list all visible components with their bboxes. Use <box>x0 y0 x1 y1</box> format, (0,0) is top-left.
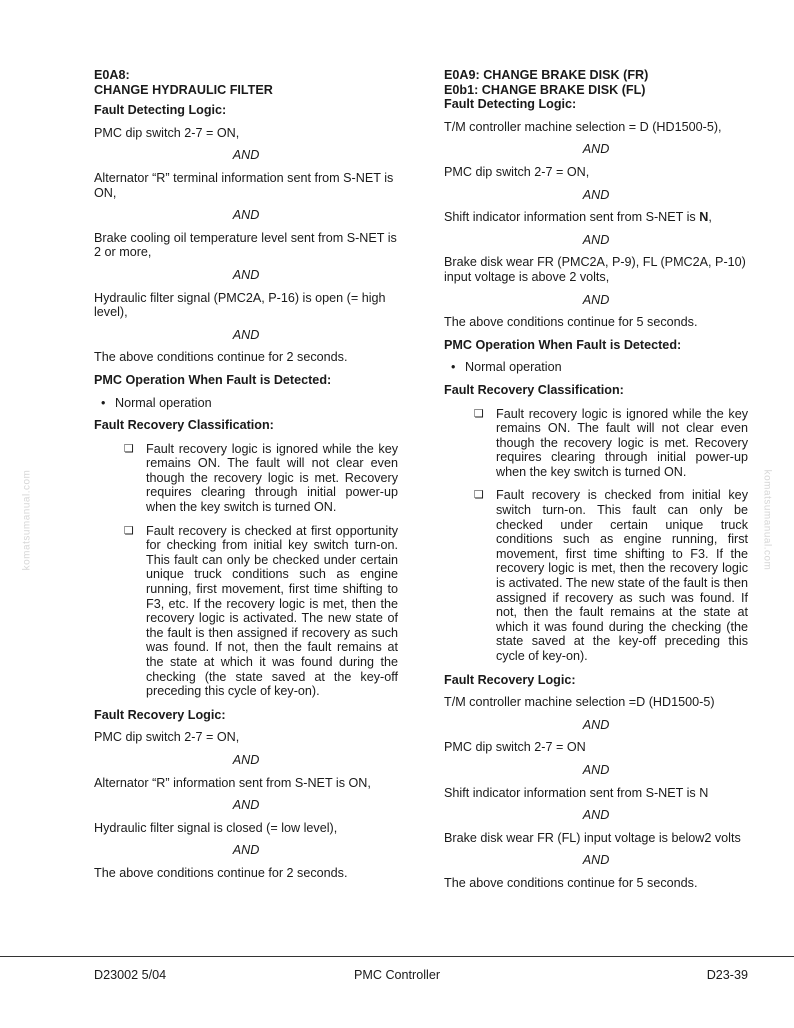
classification-heading: Fault Recovery Classification: <box>94 418 274 433</box>
fault-code: E0A8: <box>94 68 130 82</box>
recovery-condition: Hydraulic filter signal is closed (= low level), <box>94 820 338 835</box>
recovery-heading: Fault Recovery Logic: <box>444 672 576 687</box>
bullet-icon: • <box>451 360 456 375</box>
detect-condition: PMC dip switch 2-7 = ON, <box>94 125 240 140</box>
detect-heading: Fault Detecting Logic: <box>444 97 577 112</box>
and-connector: AND <box>232 267 260 282</box>
footer-divider <box>0 956 794 957</box>
footer-document-id: D23002 5/04 <box>94 968 167 982</box>
classification-item <box>124 442 398 515</box>
watermark-left: komatsumanual.com <box>21 469 33 571</box>
gear-value: N <box>699 210 709 225</box>
and-connector: AND <box>232 148 260 163</box>
classification-heading: Fault Recovery Classification: <box>444 382 624 397</box>
right-column <box>444 68 748 891</box>
operation-heading: PMC Operation When Fault is Detected: <box>94 372 332 387</box>
operation-text: Normal operation <box>115 395 212 410</box>
classification-text: Fault recovery is checked from initial key switch turn-on. This fault can only be checked under certain unique truck conditions such as engine running, first movement, first time shifting to F3. If the recovery logic is met, then the recovery logic is activated. The new state of the fault is then assigned if recovery as such was found. If not, then the fault remains at the state at which it was found during the checking (the state saved at the key-off preceding this cycle of key-on). <box>496 488 748 663</box>
fault-code: E0A9: CHANGE BRAKE DISK (FR) <box>444 68 649 82</box>
and-connector: AND <box>582 232 610 247</box>
operation-item <box>444 360 748 375</box>
recovery-condition: Shift indicator information sent from S-NET is N <box>444 785 709 800</box>
fault-code: E0b1: CHANGE BRAKE DISK (FL) <box>444 82 646 97</box>
detect-condition: Alternator “R” terminal information sent from S-NET is ON, <box>94 170 394 200</box>
recovery-condition: PMC dip switch 2-7 = ON, <box>94 730 240 745</box>
operation-item <box>94 396 398 411</box>
and-connector: AND <box>232 752 260 767</box>
operation-text: Normal operation <box>465 360 562 375</box>
recovery-condition: Brake disk wear FR (FL) input voltage is below2 volts <box>444 830 741 845</box>
detect-condition-punct: , <box>708 210 712 225</box>
checkbox-icon: ❏ <box>474 489 484 502</box>
classification-text: Fault recovery logic is ignored while the key remains ON. The fault will not clear even though the recovery logic is met. Recovery requires clearing through initial power-up when the key switch is turned ON. <box>146 441 398 515</box>
classification-item <box>474 407 748 480</box>
classification-text: Fault recovery is checked at first opportunity for checking from initial key switch turn-on. This fault can only be checked under certain unique truck conditions such as engine running, first movement, first time shifting to F3, etc. If the recovery logic is met, then the recovery logic is activated. The new state of the fault is then assigned if recovery as such was found. If not, then the fault remains at the state at which it was found during the checking (the state saved at the key-off preceding this cycle of key-on). <box>146 523 398 699</box>
classification-item <box>124 524 398 699</box>
checkbox-icon: ❏ <box>124 524 134 537</box>
detect-condition: Brake cooling oil temperature level sent from S-NET is 2 or more, <box>94 230 397 260</box>
classification-list <box>474 407 748 664</box>
and-connector: AND <box>582 717 610 732</box>
recovery-condition: PMC dip switch 2-7 = ON <box>444 740 586 755</box>
and-connector: AND <box>582 808 610 823</box>
detect-condition-text: Shift indicator information sent from S-NET is <box>444 210 700 225</box>
and-connector: AND <box>582 292 610 307</box>
detect-condition: T/M controller machine selection = D (HD1500-5), <box>444 119 722 134</box>
classification-text: Fault recovery logic is ignored while the key remains ON. The fault will not clear even though the recovery logic is met. Recovery requires clearing through initial power-up when the key switch is turned ON. <box>496 406 748 479</box>
recovery-condition: The above conditions continue for 2 seconds. <box>94 865 348 880</box>
recovery-condition: T/M controller machine selection =D (HD1500-5) <box>444 695 715 710</box>
detect-condition: Brake disk wear FR (PMC2A, P-9), FL (PMC2A, P-10) input voltage is above 2 volts, <box>444 255 746 284</box>
detect-condition: The above conditions continue for 2 seconds. <box>94 350 348 365</box>
watermark-right: komatsumanual.com <box>761 469 773 571</box>
classification-list <box>124 442 398 699</box>
bullet-icon: • <box>101 395 106 410</box>
detect-condition: PMC dip switch 2-7 = ON, <box>444 164 590 179</box>
classification-item <box>474 488 748 663</box>
recovery-condition: Alternator “R” information sent from S-NET is ON, <box>94 775 371 790</box>
section-title: CHANGE HYDRAULIC FILTER <box>94 82 273 97</box>
left-column <box>94 68 398 881</box>
detect-condition: The above conditions continue for 5 seconds. <box>444 315 698 330</box>
and-connector: AND <box>582 142 610 157</box>
and-connector: AND <box>232 798 260 813</box>
and-connector: AND <box>582 853 610 868</box>
footer-page-number: D23-39 <box>706 968 748 982</box>
operation-heading: PMC Operation When Fault is Detected: <box>444 337 682 352</box>
and-connector: AND <box>232 327 260 342</box>
and-connector: AND <box>232 208 260 223</box>
and-connector: AND <box>582 187 610 202</box>
checkbox-icon: ❏ <box>124 442 134 455</box>
footer-section-title: PMC Controller <box>353 968 441 982</box>
detect-condition: Hydraulic filter signal (PMC2A, P-16) is open (= high level), <box>94 290 386 320</box>
and-connector: AND <box>582 762 610 777</box>
recovery-heading: Fault Recovery Logic: <box>94 707 226 722</box>
and-connector: AND <box>232 843 260 858</box>
detect-heading: Fault Detecting Logic: <box>94 103 227 118</box>
recovery-condition: The above conditions continue for 5 seconds. <box>444 875 698 890</box>
detect-condition <box>444 210 748 225</box>
checkbox-icon: ❏ <box>474 407 484 420</box>
